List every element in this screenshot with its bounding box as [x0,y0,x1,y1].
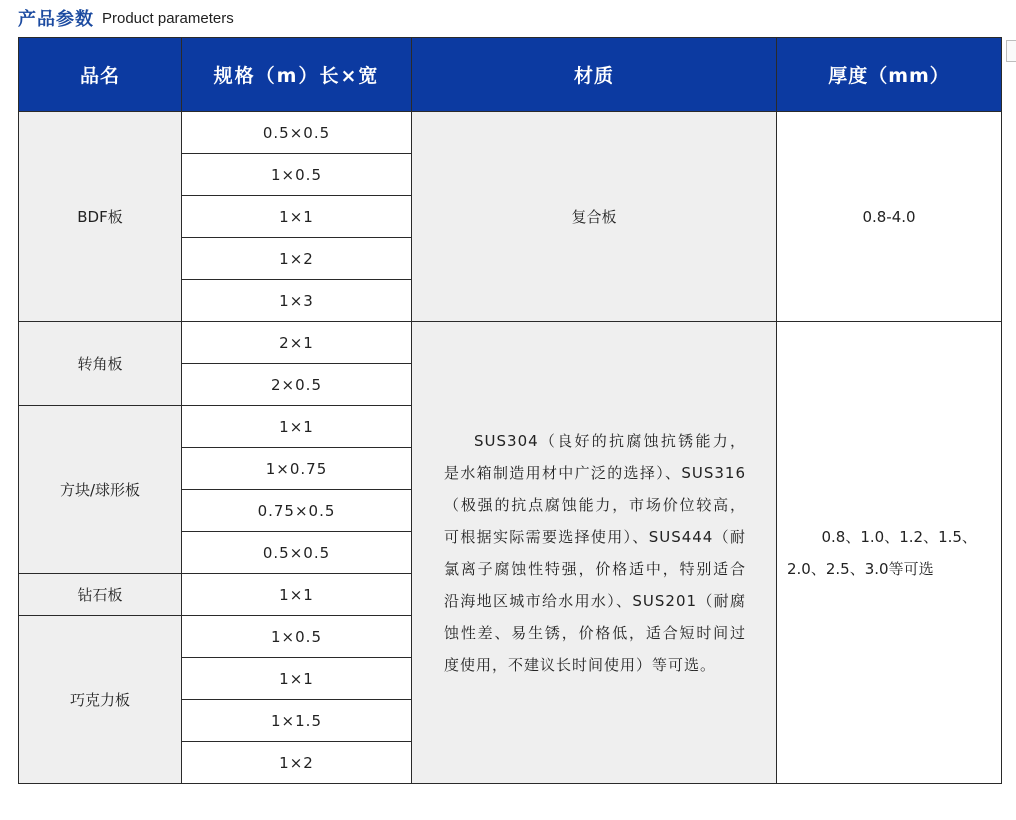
thickness-cell: 0.8-4.0 [777,112,1002,322]
product-name: 方块/球形板 [19,406,182,574]
header-thickness: 厚度（mm） [777,38,1002,112]
spec-cell: 1×1 [182,196,412,238]
spec-cell: 1×1 [182,574,412,616]
spec-cell: 2×0.5 [182,364,412,406]
spec-cell: 1×0.5 [182,616,412,658]
spec-cell: 2×1 [182,322,412,364]
spec-cell: 1×1 [182,406,412,448]
table-row [19,112,1002,154]
spec-cell: 1×0.75 [182,448,412,490]
table-header-row [19,38,1002,112]
edge-fragment [1006,40,1016,62]
spec-cell: 1×0.5 [182,154,412,196]
thickness-options-cell [777,322,1002,784]
spec-cell: 0.5×0.5 [182,112,412,154]
product-name: 转角板 [19,322,182,406]
title-en: Product parameters [102,9,234,27]
spec-cell: 0.75×0.5 [182,490,412,532]
thickness-options: 0.8、1.0、1.2、1.5、2.0、2.5、3.0等可选 [787,527,977,578]
material-cell: 复合板 [412,112,777,322]
header-name: 品名 [19,38,182,112]
spec-cell: 0.5×0.5 [182,532,412,574]
spec-cell: 1×1.5 [182,700,412,742]
product-name: 钻石板 [19,574,182,616]
product-name: 巧克力板 [19,616,182,784]
header-material: 材质 [412,38,777,112]
material-description-cell [412,322,777,784]
spec-cell: 1×3 [182,280,412,322]
spec-cell: 1×2 [182,742,412,784]
product-parameters-table [18,37,1002,784]
table-row [19,322,1002,364]
header-spec: 规格（m）长×宽 [182,38,412,112]
spec-cell: 1×1 [182,658,412,700]
material-description: SUS304（良好的抗腐蚀抗锈能力，是水箱制造用材中广泛的选择）、SUS316（极强的抗点腐蚀能力，市场价位较高，可根据实际需要选择使用）、SUS444（耐氯离子腐蚀性特强，价格适中，特别适合沿海地区城市给水用水）、SUS201（耐腐蚀性差、易生锈，价格低，适合短时间过度使用，不建议长时间使用）等可选。 [444,431,746,674]
title-cn: 产品参数 [18,9,94,30]
product-name: BDF板 [19,112,182,322]
section-title [18,3,234,33]
spec-cell: 1×2 [182,238,412,280]
